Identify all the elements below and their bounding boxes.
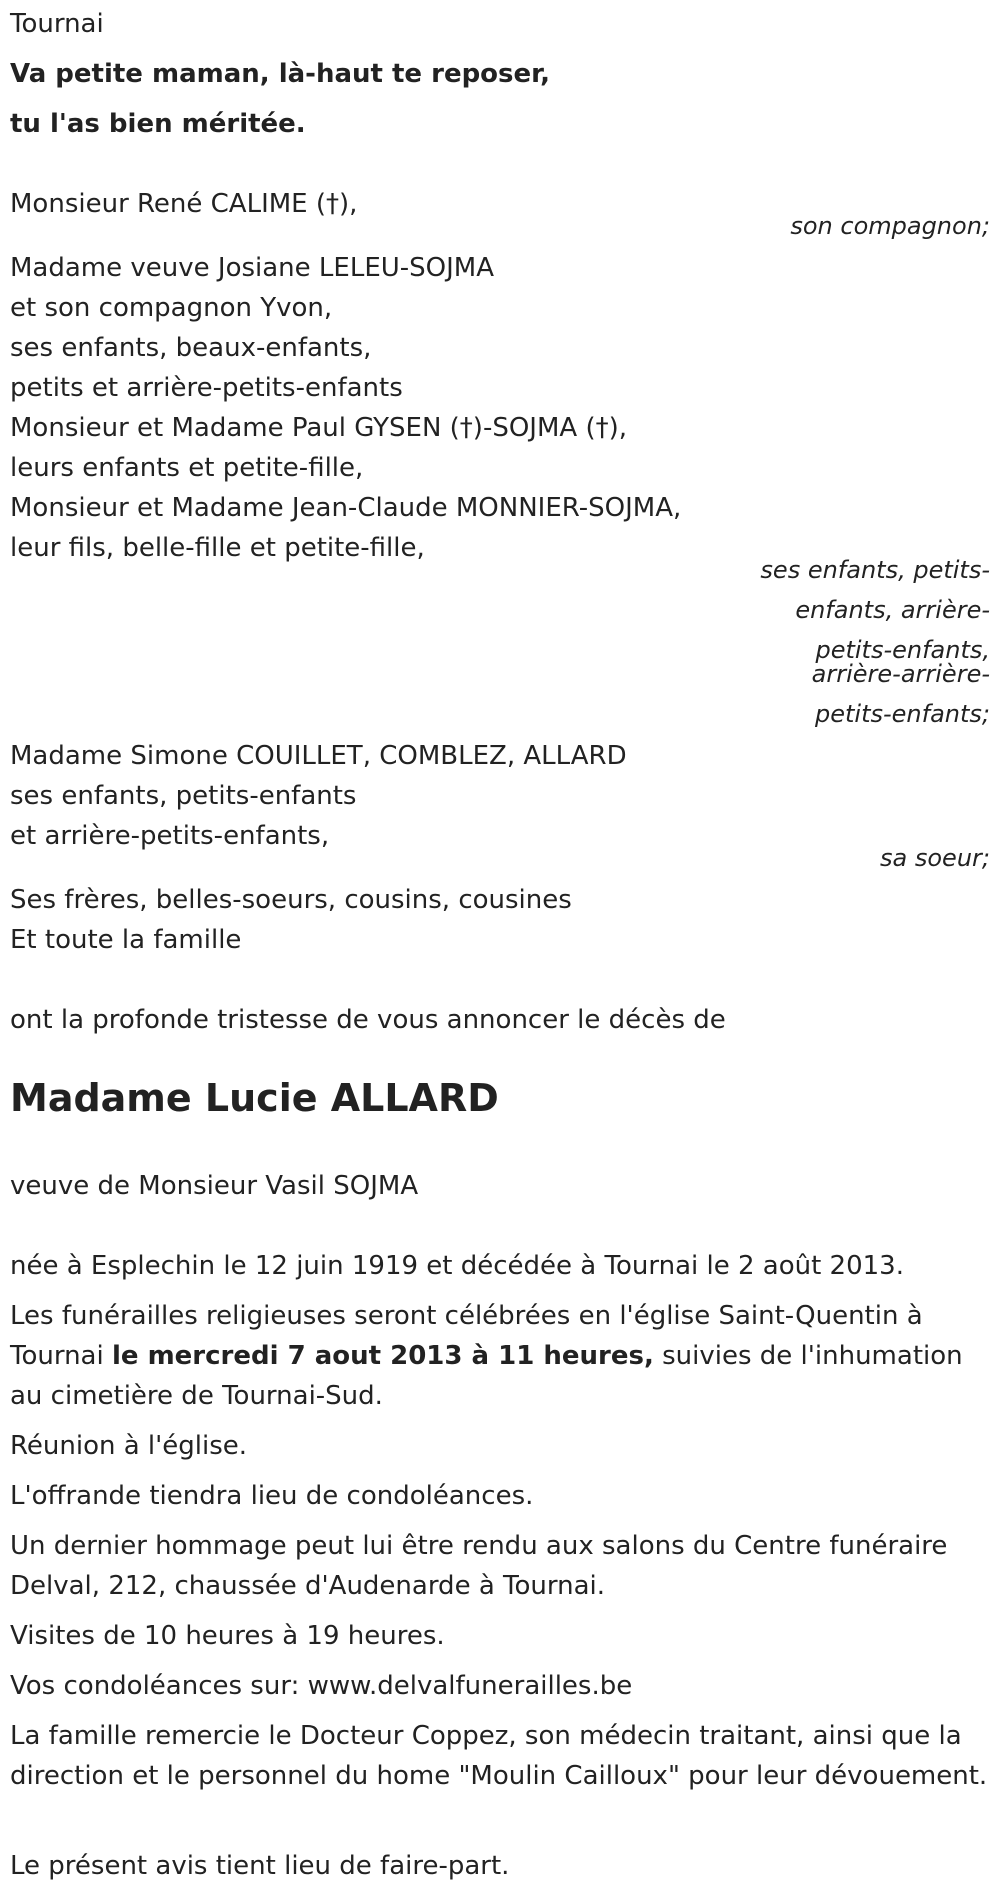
funeral-date: le mercredi 7 aout 2013 à 11 heures, <box>111 1341 654 1371</box>
children-role-line: arrière-arrière- <box>811 660 990 688</box>
children-line: ses enfants, beaux-enfants, <box>10 333 372 363</box>
city-label: Tournai <box>10 9 104 39</box>
children-line: leur fils, belle-fille et petite-fille, <box>10 533 425 563</box>
epitaph-line-2: tu l'as bien méritée. <box>10 109 306 139</box>
children-line: Monsieur et Madame Jean-Claude MONNIER-SOJMA, <box>10 493 682 523</box>
condolences-notice: Vos condoléances sur: www.delvalfunerailles.be <box>10 1671 633 1701</box>
children-line: petits et arrière-petits-enfants <box>10 373 403 403</box>
funeral-text-before: Les funérailles religieuses seront célébrées en l'église Saint-Quentin à Tournai <box>10 1301 923 1371</box>
tribute-notice: Un dernier hommage peut lui être rendu aux salons du Centre funéraire Delval, 212, chaussée d'Audenarde à Tournai. <box>10 1531 948 1601</box>
sister-line: Madame Simone COUILLET, COMBLEZ, ALLARD <box>10 741 627 771</box>
funeral-details <box>10 1296 995 1416</box>
birth-death: née à Esplechin le 12 juin 1919 et décédée à Tournai le 2 août 2013. <box>10 1251 904 1281</box>
epitaph-line-1: Va petite maman, là-haut te reposer, <box>10 59 551 89</box>
thanks-notice: La famille remercie le Docteur Coppez, son médecin traitant, ainsi que la direction et le personnel du home "Moulin Cailloux" pour leur dévouement. <box>10 1721 988 1791</box>
visits-notice: Visites de 10 heures à 19 heures. <box>10 1621 445 1651</box>
funeral-text-after: suivies de l'inhumation au cimetière de Tournai-Sud. <box>10 1341 963 1411</box>
meeting-notice: Réunion à l'église. <box>10 1431 248 1461</box>
companion-role: son compagnon; <box>790 212 990 240</box>
announcement: ont la profonde tristesse de vous annoncer le décès de <box>10 1005 726 1035</box>
sister-line: ses enfants, petits-enfants <box>10 781 357 811</box>
deceased-name: Madame Lucie ALLARD <box>10 1076 499 1120</box>
sister-line: et arrière-petits-enfants, <box>10 821 330 851</box>
offering-notice: L'offrande tiendra lieu de condoléances. <box>10 1481 534 1511</box>
children-role-line: petits-enfants; <box>815 700 990 728</box>
children-line: Madame veuve Josiane LELEU-SOJMA <box>10 253 495 283</box>
widow-of: veuve de Monsieur Vasil SOJMA <box>10 1171 419 1201</box>
faire-part-notice: Le présent avis tient lieu de faire-part. <box>10 1851 510 1881</box>
others-line: Et toute la famille <box>10 925 242 955</box>
children-role-line: ses enfants, petits- <box>760 556 990 584</box>
others-line: Ses frères, belles-soeurs, cousins, cousines <box>10 885 572 915</box>
children-line: Monsieur et Madame Paul GYSEN (†)-SOJMA (†), <box>10 413 627 443</box>
companion-name: Monsieur René CALIME (†), <box>10 189 358 219</box>
children-role-line: petits-enfants, <box>815 636 990 664</box>
children-line: leurs enfants et petite-fille, <box>10 453 364 483</box>
children-role-line: enfants, arrière- <box>795 596 990 624</box>
sister-role: sa soeur; <box>880 844 990 872</box>
children-line: et son compagnon Yvon, <box>10 293 333 323</box>
